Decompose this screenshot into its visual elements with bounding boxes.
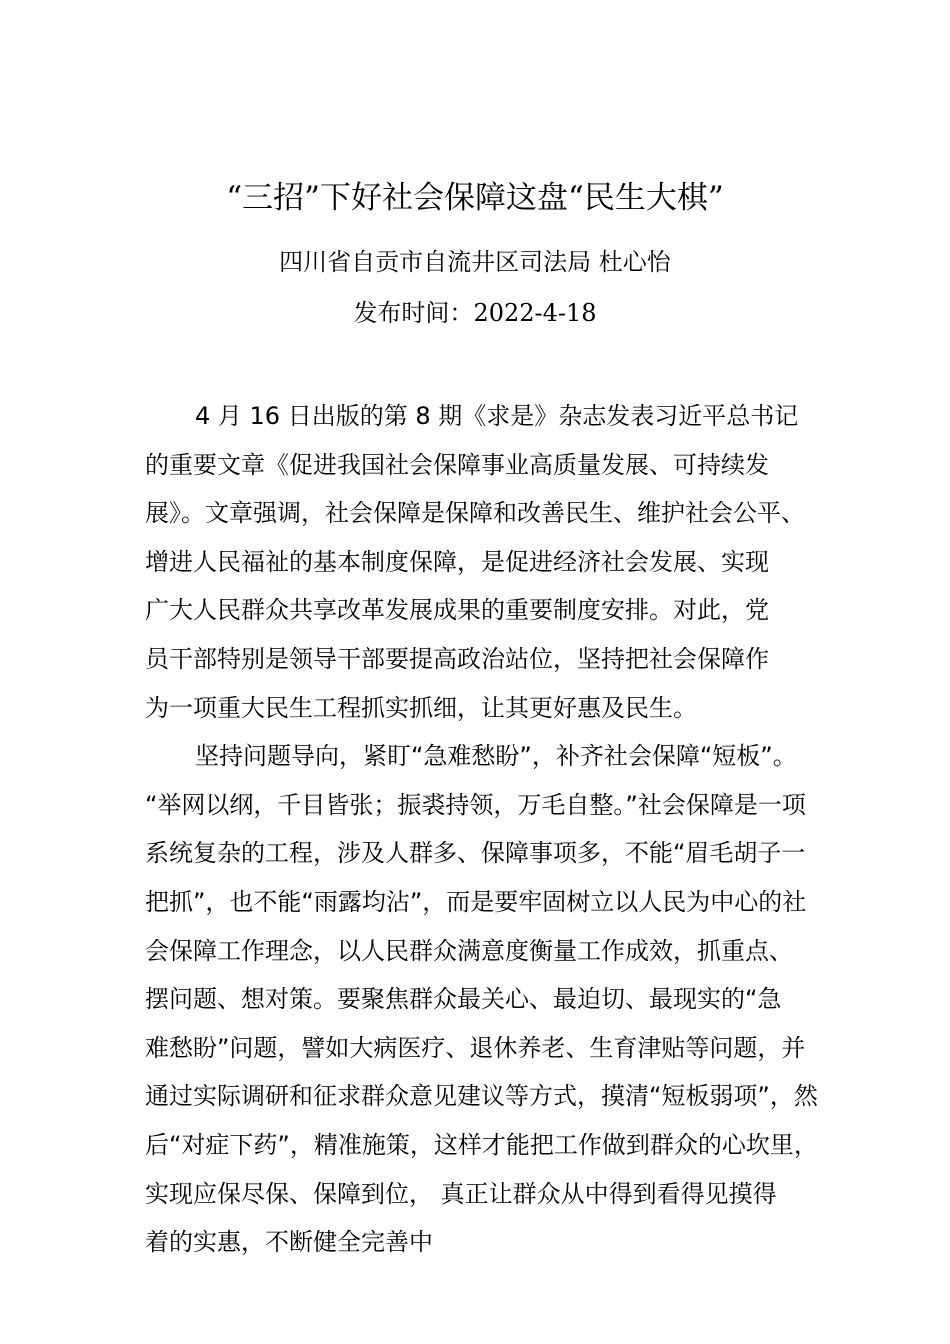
document-title: “三招”下好社会保障这盘“民生大棋” — [226, 180, 724, 216]
paragraph-line: 为一项重大民生工程抓实抓细，让其更好惠及民生。 — [145, 693, 697, 722]
author-line: 四川省自贡市自流井区司法局 杜心怡 — [279, 248, 671, 276]
paragraph-line: 通过实际调研和征求群众意见建议等方式，摸清“短板弱项”，然 — [145, 1082, 818, 1111]
publish-date — [0, 293, 950, 333]
paragraph-line: 把抓”，也不能“雨露均沾”，而是要牢固树立以人民为中心的社 — [145, 887, 807, 916]
paragraph-line: 着的实惠，不断健全完善中 — [145, 1228, 433, 1257]
publish-date-value: 2022-4-18 — [473, 299, 597, 327]
paragraph-line: 4 月 16 日出版的第 8 期《求是》杂志发表习近平总书记 — [195, 402, 799, 430]
paragraph-line: 的重要文章《促进我国社会保障事业高质量发展、可持续发 — [145, 450, 769, 479]
paragraph-line: 展》。文章强调，社会保障是保障和改善民生、维护社会公平、 — [145, 499, 805, 528]
paragraph-line: 坚持问题导向，紧盯“急难愁盼”，补齐社会保障“短板”。 — [195, 742, 797, 771]
paragraph-line: 摆问题、想对策。要聚焦群众最关心、最迫切、最现实的“急 — [145, 985, 782, 1014]
paragraph-line: 员干部特别是领导干部要提高政治站位，坚持把社会保障作 — [145, 644, 769, 673]
paragraph-line: 系统复杂的工程，涉及人群多、保障事项多，不能“眉毛胡子一 — [145, 839, 806, 868]
paragraph-line: 增进人民福祉的基本制度保障，是促进经济社会发展、实现 — [145, 547, 769, 576]
paragraph-line: 难愁盼”问题，譬如大病医疗、退休养老、生育津贴等问题，并 — [145, 1033, 806, 1062]
publish-date-label: 发布时间： — [353, 299, 474, 327]
paragraph-line: 后“对症下药”，精准施策，这样才能把工作做到群众的心坎里， — [145, 1130, 818, 1159]
paragraph-line: “举网以纲，千目皆张；振裘持领，万毛自整。”社会保障是一项 — [145, 790, 806, 819]
paragraph-line: 广大人民群众共享改革发展成果的重要制度安排。对此，党 — [145, 596, 769, 625]
article-body — [145, 392, 835, 1267]
paragraph-line: 实现应保尽保、保障到位， 真正让群众从中得到看得见摸得 — [145, 1179, 777, 1208]
paragraph-line: 会保障工作理念，以人民群众满意度衡量工作成效，抓重点、 — [145, 936, 793, 965]
